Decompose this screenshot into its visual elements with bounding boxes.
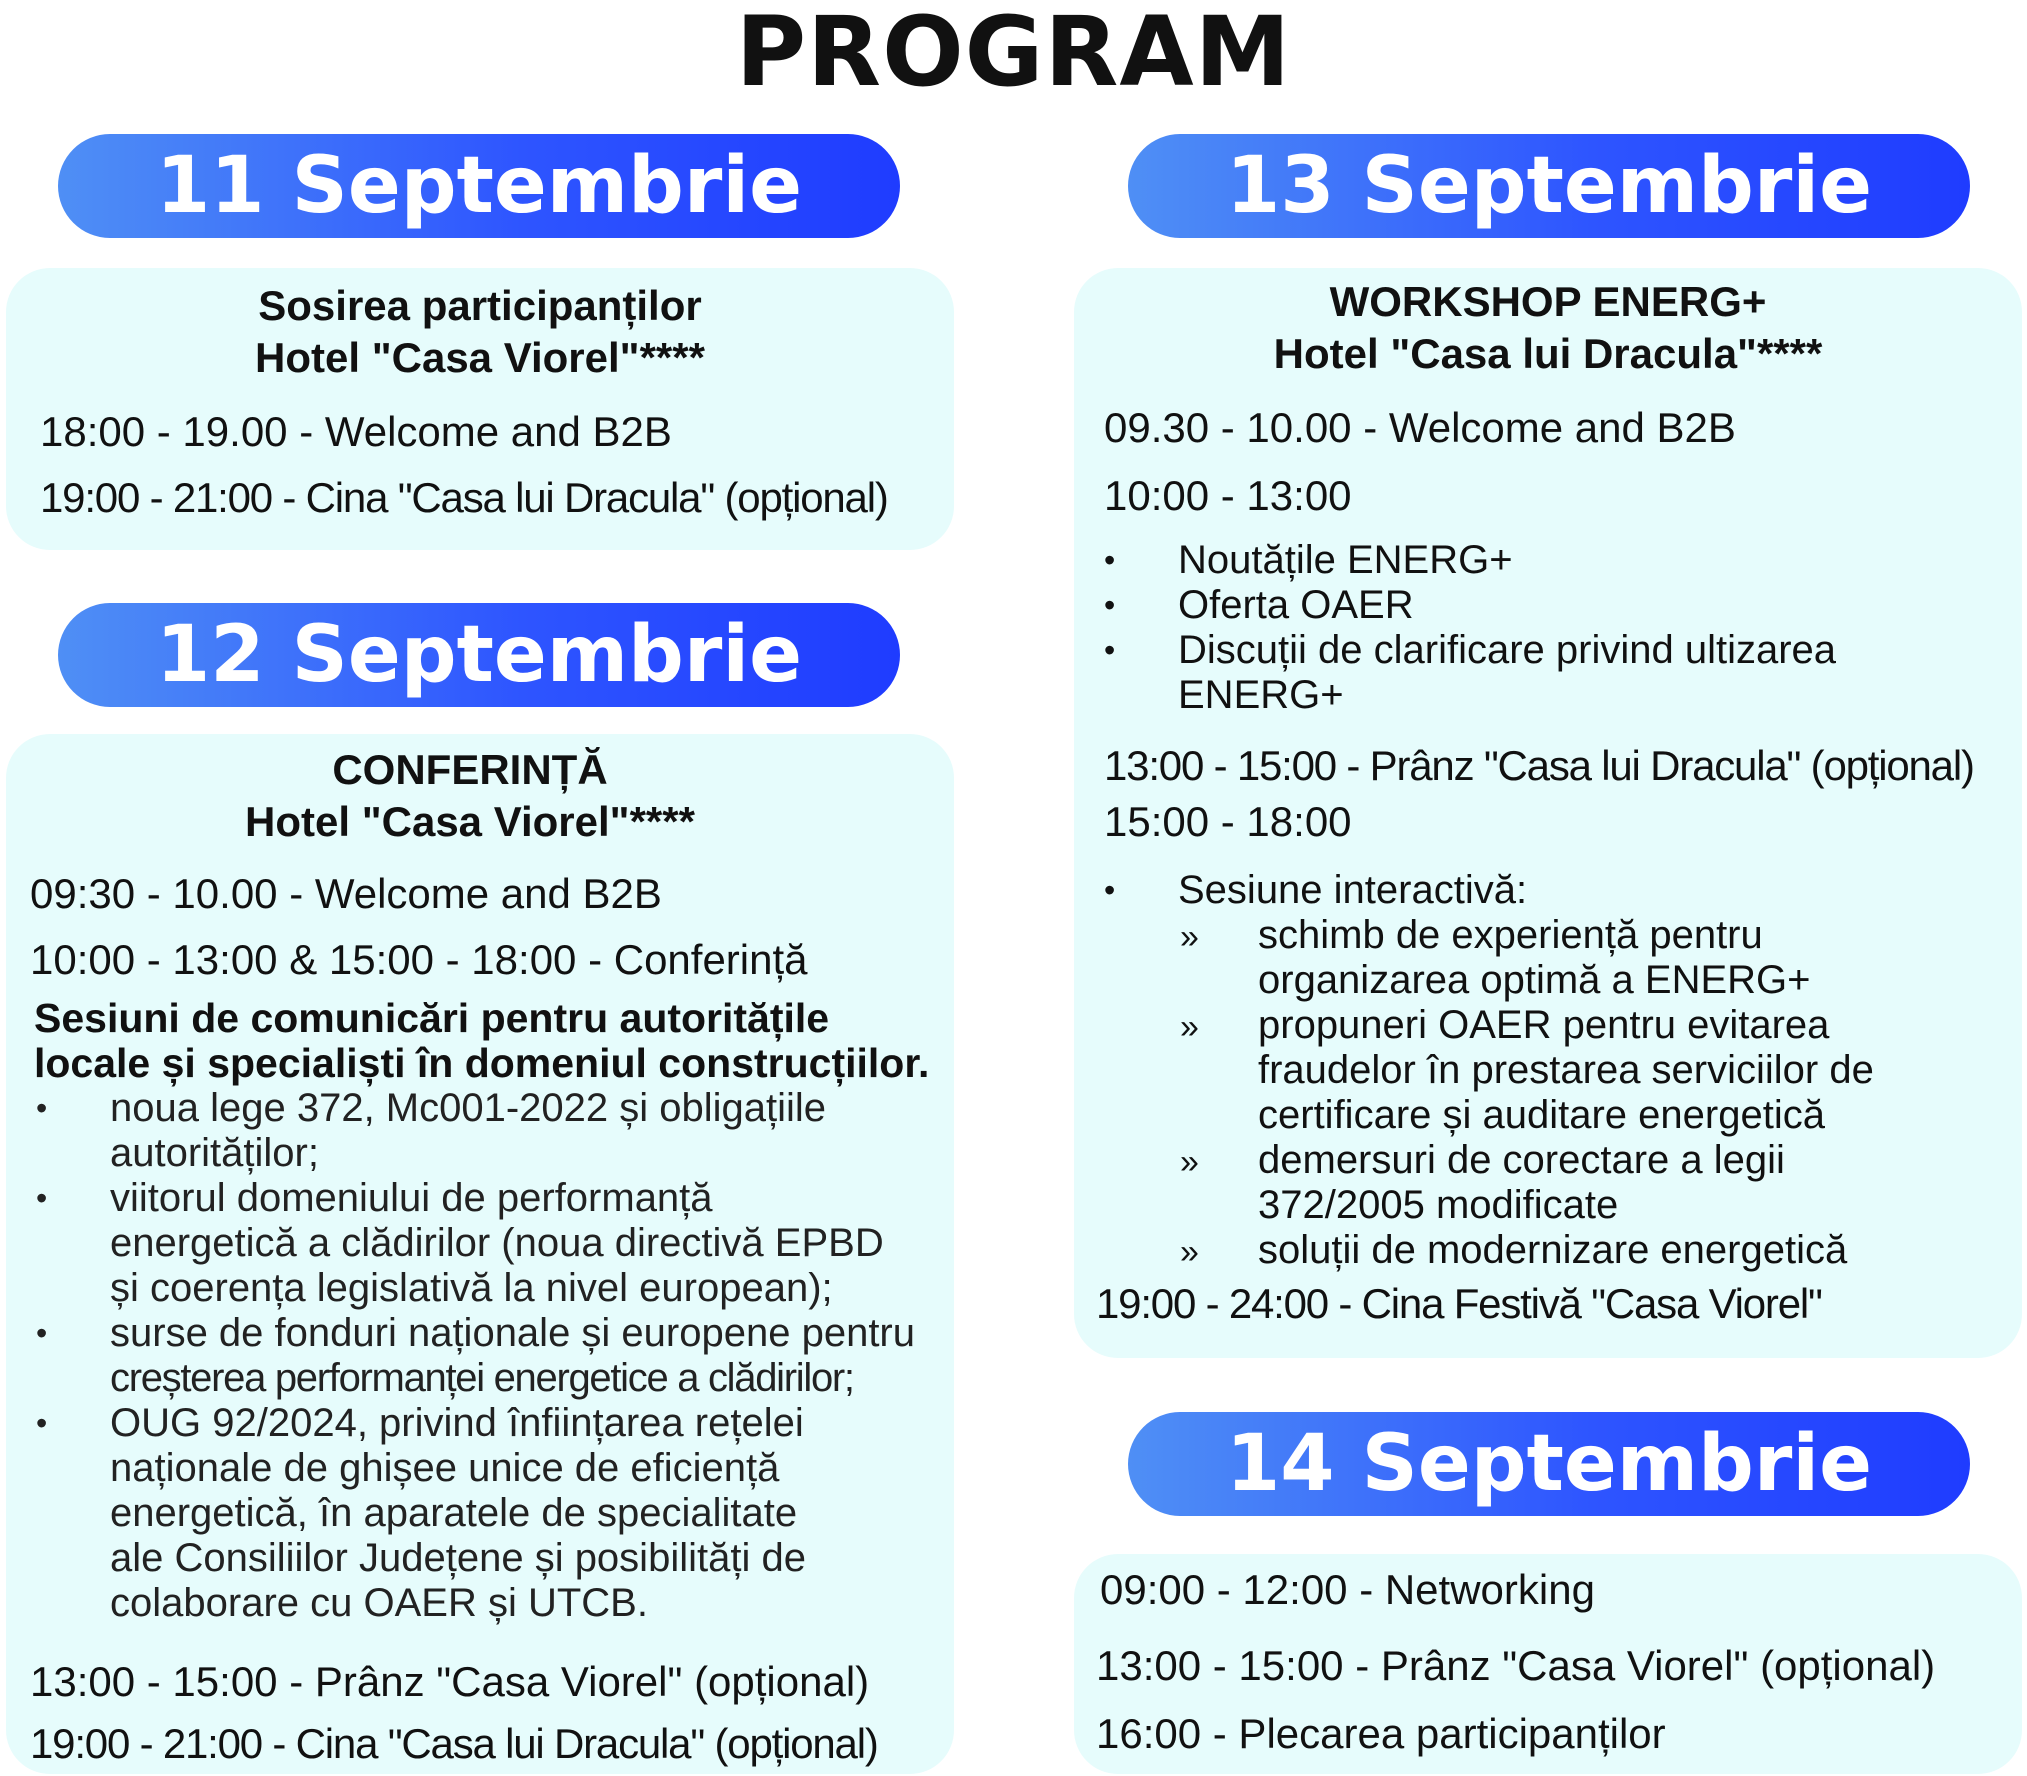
schedule-line: 16:00 - Plecarea participanților: [1096, 1710, 1666, 1757]
schedule-line: 10:00 - 13:00 & 15:00 - 18:00 - Conferință: [30, 936, 808, 983]
schedule-line: 09.30 - 10.00 - Welcome and B2B: [1104, 404, 1736, 451]
day-card-14: [1074, 1554, 2022, 1774]
list-item: • viitorul domeniului de performanță energetică a clădirilor (noua directivă EPBD și coerența legislativă la nivel european);: [34, 1176, 954, 1311]
list-item: • Oferta OAER: [1102, 583, 2002, 628]
sessions-title-line: Sesiuni de comunicări pentru autoritățile: [34, 995, 830, 1041]
card-heading-line: Hotel "Casa Viorel"****: [255, 334, 705, 381]
day-card-11: [6, 268, 954, 550]
schedule-line: 13:00 - 15:00 - Prânz "Casa lui Dracula" (opțional): [1104, 742, 1974, 789]
sessions-list: [34, 1086, 954, 1626]
list-item: • Noutățile ENERG+: [1102, 538, 2002, 583]
card-heading-line: WORKSHOP ENERG+: [1329, 278, 1767, 325]
schedule-line: 19:00 - 21:00 - Cina "Casa lui Dracula" (opțional): [40, 474, 888, 521]
sub-list-item: » soluții de modernizare energetică: [1180, 1228, 2002, 1273]
card-heading-line: Sosirea participanților: [258, 282, 702, 329]
day-header-11: 11 Septembrie: [58, 134, 900, 238]
interactive-session: [1102, 868, 2002, 1273]
list-item: • surse de fonduri naționale și europene pentru creșterea performanței energetice a clădirilor;: [34, 1311, 954, 1401]
schedule-line: 09:30 - 10.00 - Welcome and B2B: [30, 870, 662, 917]
day-card-12: [6, 734, 954, 1774]
day-card-13: [1074, 268, 2022, 1358]
day-header-14: 14 Septembrie: [1128, 1412, 1970, 1516]
list-item: • Sesiune interactivă: » schimb de experiență pentru organizarea optimă a ENERG+ » propuneri OAER pentru evitarea fraudelor în prestarea serviciilor de certificare și auditare energetică » demersuri de corectare a legii 372/2005 modificate » soluții de modernizare energetică: [1102, 868, 2002, 1273]
page-title: PROGRAM: [735, 0, 1292, 108]
sub-list-item: » demersuri de corectare a legii 372/2005 modificate: [1180, 1138, 2002, 1228]
sub-list-item: » propuneri OAER pentru evitarea fraudelor în prestarea serviciilor de certificare și auditare energetică: [1180, 1003, 2002, 1138]
schedule-line: 18:00 - 19.00 - Welcome and B2B: [40, 408, 672, 455]
day-header-13: 13 Septembrie: [1128, 134, 1970, 238]
card-heading-line: Hotel "Casa lui Dracula"****: [1273, 330, 1823, 377]
card-heading-line: Hotel "Casa Viorel"****: [245, 798, 695, 845]
workshop-topics-list: [1102, 538, 2002, 718]
schedule-line: 10:00 - 13:00: [1104, 472, 1352, 519]
schedule-line: 09:00 - 12:00 - Networking: [1100, 1566, 1595, 1613]
schedule-line: 19:00 - 21:00 - Cina "Casa lui Dracula" (opțional): [30, 1720, 878, 1767]
card-heading-line: CONFERINȚĂ: [332, 746, 608, 793]
schedule-line: 15:00 - 18:00: [1104, 798, 1352, 845]
sessions-title-line: locale și specialiști în domeniul construcțiilor.: [34, 1040, 930, 1086]
day-header-12: 12 Septembrie: [58, 603, 900, 707]
schedule-line: 13:00 - 15:00 - Prânz "Casa Viorel" (opțional): [1096, 1642, 1936, 1689]
schedule-line: 19:00 - 24:00 - Cina Festivă "Casa Viorel": [1096, 1280, 1822, 1327]
schedule-line: 13:00 - 15:00 - Prânz "Casa Viorel" (opțional): [30, 1658, 870, 1705]
sessions-title: [34, 996, 929, 1086]
list-item: • OUG 92/2024, privind înființarea rețelei naționale de ghișee unice de eficiență energetică, în aparatele de specialitate ale Consiliilor Județene și posibilități de colaborare cu OAER și UTCB.: [34, 1401, 954, 1626]
list-item: • Discuții de clarificare privind ultizarea ENERG+: [1102, 628, 2002, 718]
sub-list: [1180, 913, 2002, 1273]
sub-list-item: » schimb de experiență pentru organizarea optimă a ENERG+: [1180, 913, 2002, 1003]
list-item: • noua lege 372, Mc001-2022 și obligațiile autorităților;: [34, 1086, 954, 1176]
